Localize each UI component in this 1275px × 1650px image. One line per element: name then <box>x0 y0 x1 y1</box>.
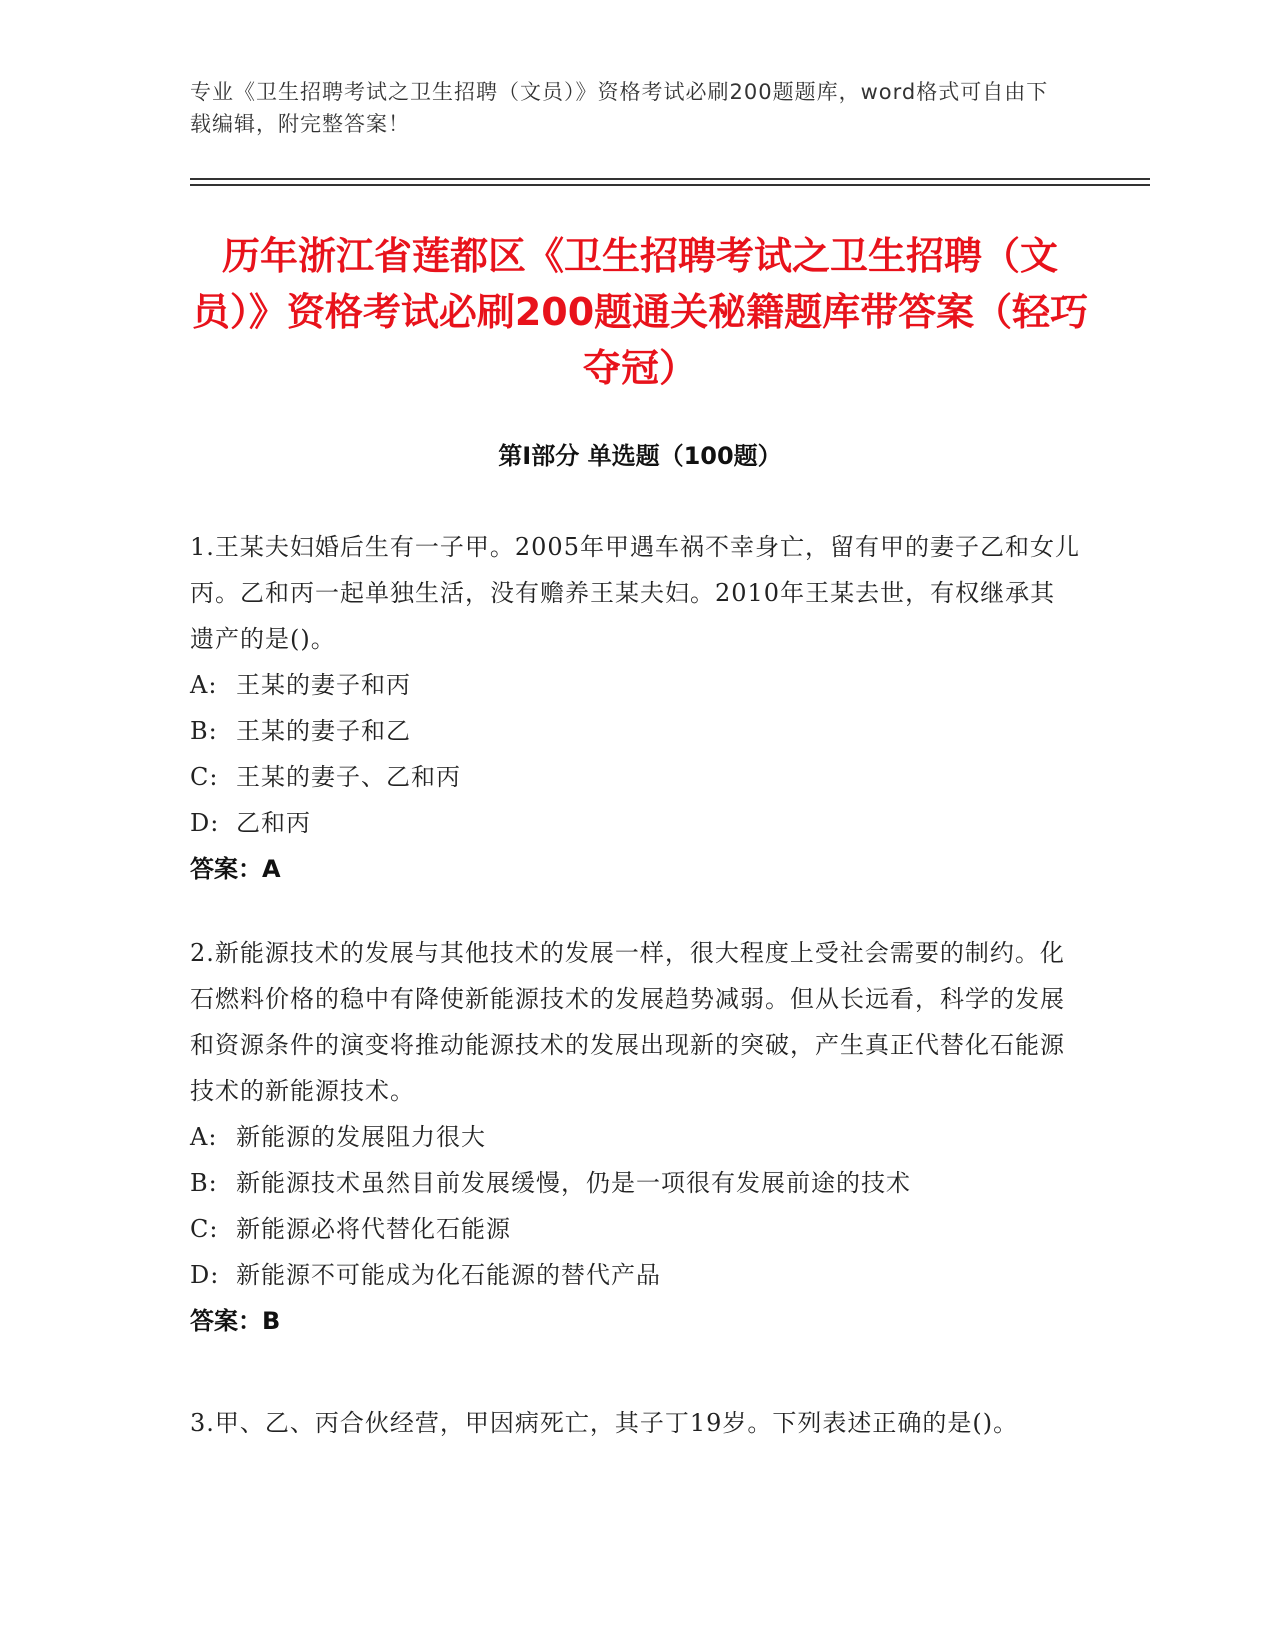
option-text: 新能源不可能成为化石能源的替代产品 <box>236 1261 661 1289</box>
option-text: 王某的妻子和丙 <box>236 671 411 699</box>
option-key: C: <box>190 763 219 791</box>
question-stem: 1.王某夫妇婚后生有一子甲。2005年甲遇车祸不幸身亡，留有甲的妻子乙和女儿丙。乙和丙一起单独生活，没有赡养王某夫妇。2010年王某去世，有权继承其遗产的是()。 <box>190 533 1080 653</box>
option-d <box>190 800 1080 846</box>
document-title: 历年浙江省莲都区《卫生招聘考试之卫生招聘（文员）》资格考试必刷200题通关秘籍题库带答案（轻巧夺冠） <box>191 234 1089 390</box>
option-key: C: <box>190 1215 219 1243</box>
answer: 答案：A <box>190 855 281 883</box>
answer: 答案：B <box>190 1307 281 1335</box>
option-b <box>190 708 1080 754</box>
option-text: 新能源的发展阻力很大 <box>236 1123 486 1151</box>
option-key: B: <box>190 1169 218 1197</box>
option-text: 新能源技术虽然目前发展缓慢，仍是一项很有发展前途的技术 <box>236 1169 911 1197</box>
option-d <box>190 1252 1080 1298</box>
option-key: A: <box>190 671 218 699</box>
option-key: D: <box>190 1261 220 1289</box>
option-a <box>190 662 1080 708</box>
question-stem: 3.甲、乙、丙合伙经营，甲因病死亡，其子丁19岁。下列表述正确的是()。 <box>190 1409 1019 1437</box>
option-text: 王某的妻子、乙和丙 <box>236 763 461 791</box>
option-text: 乙和丙 <box>236 809 311 837</box>
option-c <box>190 754 1080 800</box>
option-key: A: <box>190 1123 218 1151</box>
option-b <box>190 1160 1080 1206</box>
question-3 <box>190 1400 1080 1446</box>
option-key: B: <box>190 717 218 745</box>
option-text: 王某的妻子和乙 <box>236 717 411 745</box>
question-1 <box>190 524 1080 892</box>
option-text: 新能源必将代替化石能源 <box>236 1215 511 1243</box>
header-note: 专业《卫生招聘考试之卫生招聘（文员）》资格考试必刷200题题库，word格式可自由下载编辑，附完整答案！ <box>190 80 1049 136</box>
option-c <box>190 1206 1080 1252</box>
option-a <box>190 1114 1080 1160</box>
option-key: D: <box>190 809 220 837</box>
section-title: 第Ⅰ部分 单选题（100题） <box>498 442 782 470</box>
question-2 <box>190 930 1080 1344</box>
header-divider-bottom <box>190 184 1150 186</box>
question-stem: 2.新能源技术的发展与其他技术的发展一样，很大程度上受社会需要的制约。化石燃料价格的稳中有降使新能源技术的发展趋势减弱。但从长远看，科学的发展和资源条件的演变将推动能源技术的发展出现新的突破，产生真正代替化石能源技术的新能源技术。 <box>190 939 1065 1105</box>
header-divider-top <box>190 178 1150 180</box>
